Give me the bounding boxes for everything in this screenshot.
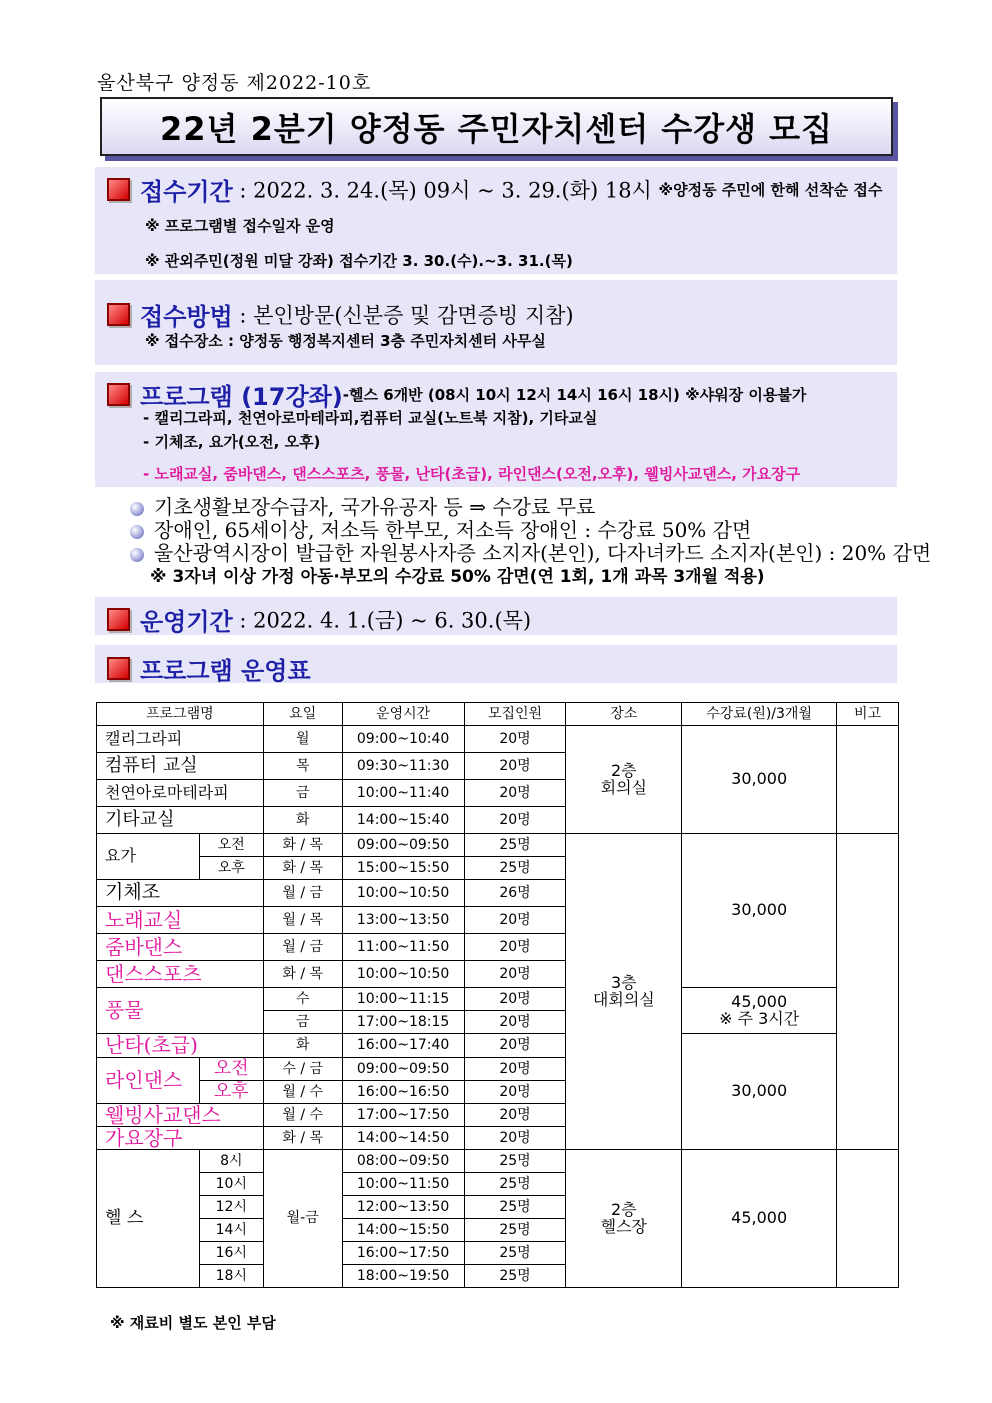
reception-value: : 2022. 3. 24.(목) 09시 ~ 3. 29.(화) 18시	[232, 178, 659, 203]
schedule-heading	[107, 651, 311, 686]
header-place: 장소	[566, 703, 682, 726]
table-row: 헬 스 8시 월-금 08:00~09:50 25명 2층 헬스장 45,000	[97, 1150, 899, 1173]
table-row: 오후 월 / 수 16:00~16:50 20명	[97, 1081, 899, 1104]
reception-heading	[107, 172, 882, 207]
table-row: 댄스스포츠 화 / 목 10:00~10:50 20명	[97, 961, 899, 988]
fee-cell: 30,000	[682, 1034, 837, 1150]
table-row: 14시 14:00~15:50 25명	[97, 1219, 899, 1242]
fee-cell: 30,000	[682, 834, 837, 988]
header-fee: 수강료(원)/3개월	[682, 703, 837, 726]
table-row: 웰빙사교댄스 월 / 수 17:00~17:50 20명	[97, 1104, 899, 1127]
table-row: 가요장구 화 / 목 14:00~14:50 20명	[97, 1127, 899, 1150]
reception-sub1: ※ 프로그램별 접수일자 운영	[145, 217, 335, 235]
page-title: 22년 2분기 양정동 주민자치센터 수강생 모집	[159, 109, 833, 148]
table-row: 16시 16:00~17:50 25명	[97, 1242, 899, 1265]
period-label: 운영기간	[140, 608, 233, 636]
reception-note: ※양정동 주민에 한해 선착순 접수	[658, 181, 883, 199]
method-value: : 본인방문(신분증 및 감면증빙 지참)	[232, 303, 574, 328]
schedule-title: 프로그램 운영표	[140, 657, 311, 685]
benefit-note: ※ 3자녀 이상 가정 아동·부모의 수강료 50% 감면(연 1회, 1개 과목 3개월 적용)	[150, 567, 765, 587]
place-cell: 3층 대회의실	[566, 834, 682, 1150]
place-cell: 2층 헬스장	[566, 1150, 682, 1288]
table-row: 캘리그라피 월 09:00~10:40 20명 2층 회의실 30,000	[97, 726, 899, 753]
fee-cell: 45,000	[682, 1150, 837, 1288]
table-row: 18시 18:00~19:50 25명	[97, 1265, 899, 1288]
header-program: 프로그램명	[97, 703, 264, 726]
red-square-bullet-icon	[107, 178, 130, 201]
table-row: 난타(초급) 화 16:00~17:40 20명 30,000	[97, 1034, 899, 1058]
table-row: 10시 10:00~11:50 25명	[97, 1173, 899, 1196]
red-square-bullet-icon	[107, 657, 130, 680]
programs-value: -헬스 6개반 (08시 10시 12시 14시 16시 18시) ※샤워장 이용불가	[342, 386, 807, 404]
header-capacity: 모집인원	[464, 703, 566, 726]
programs-line1: - 캘리그라피, 천연아로마테라피,컴퓨터 교실(노트북 지참), 기타교실	[143, 409, 598, 427]
place-cell: 2층 회의실	[566, 726, 682, 834]
table-header-row	[97, 703, 899, 726]
issue-number: 울산북구 양정동 제2022-10호	[97, 72, 372, 94]
reception-sub2: ※ 관외주민(정원 미달 강좌) 접수기간 3. 30.(수).~3. 31.(목)	[145, 252, 573, 270]
table-row: 금 17:00~18:15 20명	[97, 1011, 899, 1034]
benefit-item: 장애인, 65세이상, 저소득 한부모, 저소득 장애인 : 수강료 50% 감면	[130, 514, 751, 543]
header-time: 운영시간	[342, 703, 464, 726]
schedule-table	[96, 702, 899, 1288]
method-sub: ※ 접수장소 : 양정동 행정복지센터 3층 주민자치센터 사무실	[145, 332, 546, 350]
note-cell	[837, 834, 899, 1150]
footnote: ※ 재료비 별도 본인 부담	[110, 1314, 276, 1332]
table-row: 오후 화 / 목 15:00~15:50 25명	[97, 857, 899, 880]
method-label: 접수방법	[140, 303, 233, 331]
fee-cell: 30,000	[682, 726, 837, 834]
table-row: 라인댄스 오전 수 / 금 09:00~09:50 20명	[97, 1058, 899, 1081]
table-row: 기체조 월 / 금 10:00~10:50 26명	[97, 880, 899, 907]
note-cell	[837, 726, 899, 834]
period-heading	[107, 602, 531, 637]
method-heading	[107, 297, 574, 332]
table-row: 풍물 수 10:00~11:15 20명 45,000 ※ 주 3시간	[97, 988, 899, 1011]
benefit-item: 기초생활보장수급자, 국가유공자 등 ⇒ 수강료 무료	[130, 491, 595, 520]
table-row: 컴퓨터 교실 목 09:30~11:30 20명	[97, 753, 899, 780]
red-square-bullet-icon	[107, 303, 130, 326]
programs-line2: - 기체조, 요가(오전, 오후)	[143, 433, 321, 451]
table-row: 천연아로마테라피 금 10:00~11:40 20명	[97, 780, 899, 807]
title-box	[100, 97, 893, 156]
programs-label: 프로그램 (17강좌)	[140, 383, 343, 411]
header-day: 요일	[263, 703, 342, 726]
programs-line3: - 노래교실, 줌바댄스, 댄스스포츠, 풍물, 난타(초급), 라인댄스(오전,오후), 웰빙사교댄스, 가요장구	[143, 465, 801, 483]
red-square-bullet-icon	[107, 608, 130, 631]
red-square-bullet-icon	[107, 383, 130, 406]
table-row: 요가 오전 화 / 목 09:00~09:50 25명 3층 대회의실 30,000	[97, 834, 899, 857]
header-note: 비고	[837, 703, 899, 726]
period-value: : 2022. 4. 1.(금) ~ 6. 30.(목)	[232, 608, 532, 633]
benefit-item: 울산광역시장이 발급한 자원봉사자증 소지자(본인), 다자녀카드 소지자(본인) : 20% 감면	[130, 537, 931, 566]
table-row: 줌바댄스 월 / 금 11:00~11:50 20명	[97, 934, 899, 961]
circle-bullet-icon	[130, 548, 144, 562]
reception-label: 접수기간	[140, 178, 233, 206]
table-row: 노래교실 월 / 목 13:00~13:50 20명	[97, 907, 899, 934]
note-cell	[837, 1150, 899, 1288]
fee-cell: 45,000 ※ 주 3시간	[682, 988, 837, 1034]
table-row: 기타교실 화 14:00~15:40 20명	[97, 807, 899, 834]
table-row: 12시 12:00~13:50 25명	[97, 1196, 899, 1219]
